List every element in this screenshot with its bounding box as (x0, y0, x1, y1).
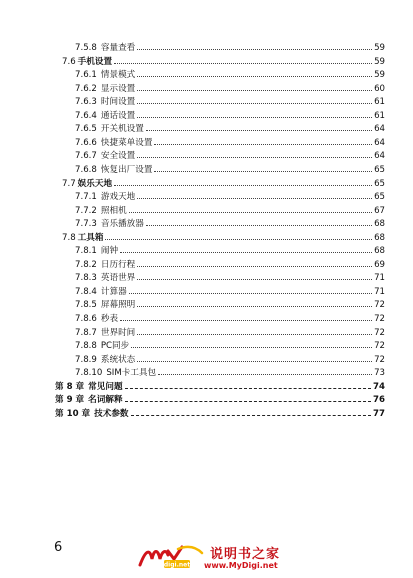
toc-entry-number: 7.8 (62, 232, 76, 243)
toc-entry-page: 72 (374, 327, 385, 338)
toc-entry-number: 7.6.1 (75, 70, 97, 81)
toc-entry-number: 7.6.2 (75, 83, 97, 94)
toc-leader (137, 148, 372, 158)
toc-entry-number: 7.6.4 (75, 110, 97, 121)
toc-entry-page: 65 (374, 192, 385, 203)
toc-entry[interactable] (55, 406, 385, 420)
toc-entry-page: 64 (374, 137, 385, 148)
toc-entry-number: 7.8.8 (75, 341, 97, 352)
toc-entry-page: 68 (374, 246, 385, 257)
toc-entry-number: 7.8.9 (75, 354, 97, 365)
toc-entry-title: 英语世界 (100, 273, 136, 284)
toc-entry-title: 日历行程 (100, 259, 136, 270)
toc-entry-title: 工具箱 (77, 232, 104, 243)
toc-entry-title: SIM卡工具包 (106, 368, 157, 379)
toc-entry-page: 59 (374, 70, 385, 81)
toc-entry-title: 音乐播放器 (100, 219, 144, 230)
toc-leader (120, 243, 372, 253)
toc-entry[interactable] (75, 216, 385, 230)
toc-leader (137, 257, 372, 267)
page-number: 6 (54, 540, 63, 555)
toc-leader (114, 54, 372, 64)
mydigi-logo (138, 543, 204, 569)
toc-entry-page: 72 (374, 314, 385, 324)
toc-entry[interactable] (75, 284, 385, 298)
site-name: 说明书之家 (210, 547, 281, 562)
toc-entry-title: 名词解释 (88, 395, 123, 406)
toc-leader (131, 338, 372, 348)
toc-entry-number: 7.8.1 (75, 246, 97, 257)
toc-entry[interactable] (75, 243, 385, 257)
toc-entry-title: 屏幕照明 (100, 300, 136, 311)
toc-entry[interactable] (75, 325, 385, 339)
toc-entry-page: 65 (374, 178, 385, 189)
toc-leader (105, 230, 372, 240)
toc-entry-number: 7.8.7 (75, 327, 97, 338)
toc-entry[interactable] (55, 392, 385, 406)
toc-leader (137, 108, 372, 118)
toc-entry[interactable] (75, 365, 385, 379)
toc-entry[interactable] (62, 230, 385, 244)
toc-leader (137, 40, 372, 50)
toc-entry-title: 快捷菜单设置 (100, 137, 153, 148)
toc-entry-number: 7.8.5 (75, 300, 97, 311)
toc-entry-title: 计算器 (100, 286, 127, 297)
toc-leader (137, 81, 372, 91)
toc-leader (154, 135, 372, 145)
toc-entry-page: 67 (374, 205, 385, 216)
toc-leader (146, 216, 372, 226)
toc-entry-page: 69 (374, 259, 385, 270)
toc-entry-number: 7.7.3 (75, 219, 97, 230)
toc-entry-number: 7.8.6 (75, 314, 97, 324)
logo-badge: digi.net (163, 561, 191, 569)
toc-entry-number: 7.8.10 (75, 368, 103, 379)
toc-entry-title: 照相机 (100, 205, 127, 216)
toc-entry-number: 7.7.1 (75, 192, 97, 203)
toc-entry-number: 7.8.3 (75, 273, 97, 284)
toc-entry[interactable] (62, 54, 385, 68)
toc-leader (154, 162, 372, 172)
toc-leader (137, 297, 372, 307)
toc-entry[interactable] (55, 379, 385, 393)
toc-entry-title: 游戏天地 (100, 192, 136, 203)
toc-entry[interactable] (75, 270, 385, 284)
toc-leader (146, 121, 372, 131)
toc-entry-title: 开关机设置 (100, 124, 144, 135)
toc-entry[interactable] (75, 135, 385, 149)
toc-entry-page: 74 (373, 381, 385, 392)
toc-entry-title: PC同步 (100, 341, 130, 352)
toc-entry-number: 7.8.2 (75, 259, 97, 270)
toc-entry[interactable] (75, 189, 385, 203)
toc-leader (137, 189, 372, 199)
toc-entry-title: 手机设置 (77, 56, 113, 67)
toc-leader (158, 365, 372, 375)
toc-entry-page: 60 (374, 83, 385, 94)
toc-leader (125, 392, 371, 402)
toc-entry-title: 闹钟 (100, 246, 119, 257)
toc-entry[interactable] (75, 352, 385, 366)
site-url[interactable]: www.MyDigi.net (204, 561, 278, 570)
toc-entry[interactable] (62, 176, 385, 190)
toc-entry[interactable] (75, 148, 385, 162)
toc-entry-page: 59 (374, 43, 385, 53)
toc-entry-number: 第 10 章 (55, 408, 91, 419)
toc-entry-page: 77 (373, 408, 385, 419)
toc-entry-number: 第 8 章 (55, 381, 85, 392)
toc-entry-page: 71 (374, 286, 385, 297)
toc-entry-title: 时间设置 (100, 97, 136, 108)
toc-entry-number: 7.6.5 (75, 124, 97, 135)
toc-entry-number: 第 9 章 (55, 395, 85, 406)
toc-entry-page: 73 (374, 368, 385, 379)
toc-entry[interactable] (75, 311, 385, 325)
toc-entry-title: 技术参数 (94, 408, 129, 419)
toc-entry-title: 恢复出厂设置 (100, 164, 153, 175)
toc-entry-title: 通话设置 (100, 110, 136, 121)
toc-leader (137, 94, 372, 104)
toc-entry-title: 世界时间 (100, 327, 136, 338)
toc-entry-number: 7.6.8 (75, 164, 97, 175)
toc-entry-title: 常见问题 (88, 381, 123, 392)
toc-entry-page: 71 (374, 273, 385, 284)
toc-entry-title: 容量查看 (100, 43, 136, 53)
toc-entry[interactable] (75, 108, 385, 122)
toc-entry[interactable] (75, 203, 385, 217)
toc-entry-page: 64 (374, 151, 385, 162)
toc-leader (129, 284, 372, 294)
toc-entry-number: 7.6 (62, 56, 76, 67)
toc-entry-page: 61 (374, 97, 385, 108)
toc-entry-title: 秒表 (100, 314, 119, 324)
toc-leader (137, 352, 372, 362)
toc-entry[interactable] (75, 297, 385, 311)
toc-entry-page: 68 (374, 232, 385, 243)
toc-entry-page: 76 (373, 395, 385, 406)
toc-entry-page: 68 (374, 219, 385, 230)
toc-leader (129, 203, 372, 213)
toc-entry-number: 7.7.2 (75, 205, 97, 216)
toc-entry[interactable] (75, 81, 385, 95)
toc-entry[interactable] (75, 121, 385, 135)
toc-entry-number: 7.6.6 (75, 137, 97, 148)
toc-entry-page: 72 (374, 354, 385, 365)
toc-entry-number: 7.5.8 (75, 43, 97, 53)
toc-entry-page: 65 (374, 164, 385, 175)
toc-leader (120, 311, 372, 321)
toc-leader (114, 176, 372, 186)
toc-entry-number: 7.8.4 (75, 286, 97, 297)
toc-entry[interactable] (75, 67, 385, 81)
toc-entry-page: 72 (374, 300, 385, 311)
toc-entry-page: 72 (374, 341, 385, 352)
toc-entry[interactable] (75, 94, 385, 108)
toc-entry[interactable] (75, 40, 385, 54)
toc-entry-title: 娱乐天地 (77, 178, 113, 189)
toc-leader (137, 270, 372, 280)
toc-entry-number: 7.7 (62, 178, 76, 189)
toc-entry-page: 59 (374, 56, 385, 67)
toc-entry-title: 显示设置 (100, 83, 136, 94)
toc-entry[interactable] (75, 338, 385, 352)
toc-entry-title: 情景模式 (100, 70, 136, 81)
toc-leader (137, 67, 372, 77)
toc-leader (137, 325, 372, 335)
toc-entry-number: 7.6.3 (75, 97, 97, 108)
toc-entry-page: 64 (374, 124, 385, 135)
toc-entry-title: 安全设置 (100, 151, 136, 162)
toc-entry[interactable] (75, 162, 385, 176)
toc-entry-title: 系统状态 (100, 354, 136, 365)
toc-entry[interactable] (75, 257, 385, 271)
toc-entry-page: 61 (374, 110, 385, 121)
toc-leader (125, 379, 371, 389)
toc-leader (131, 406, 372, 416)
toc-entry-number: 7.6.7 (75, 151, 97, 162)
